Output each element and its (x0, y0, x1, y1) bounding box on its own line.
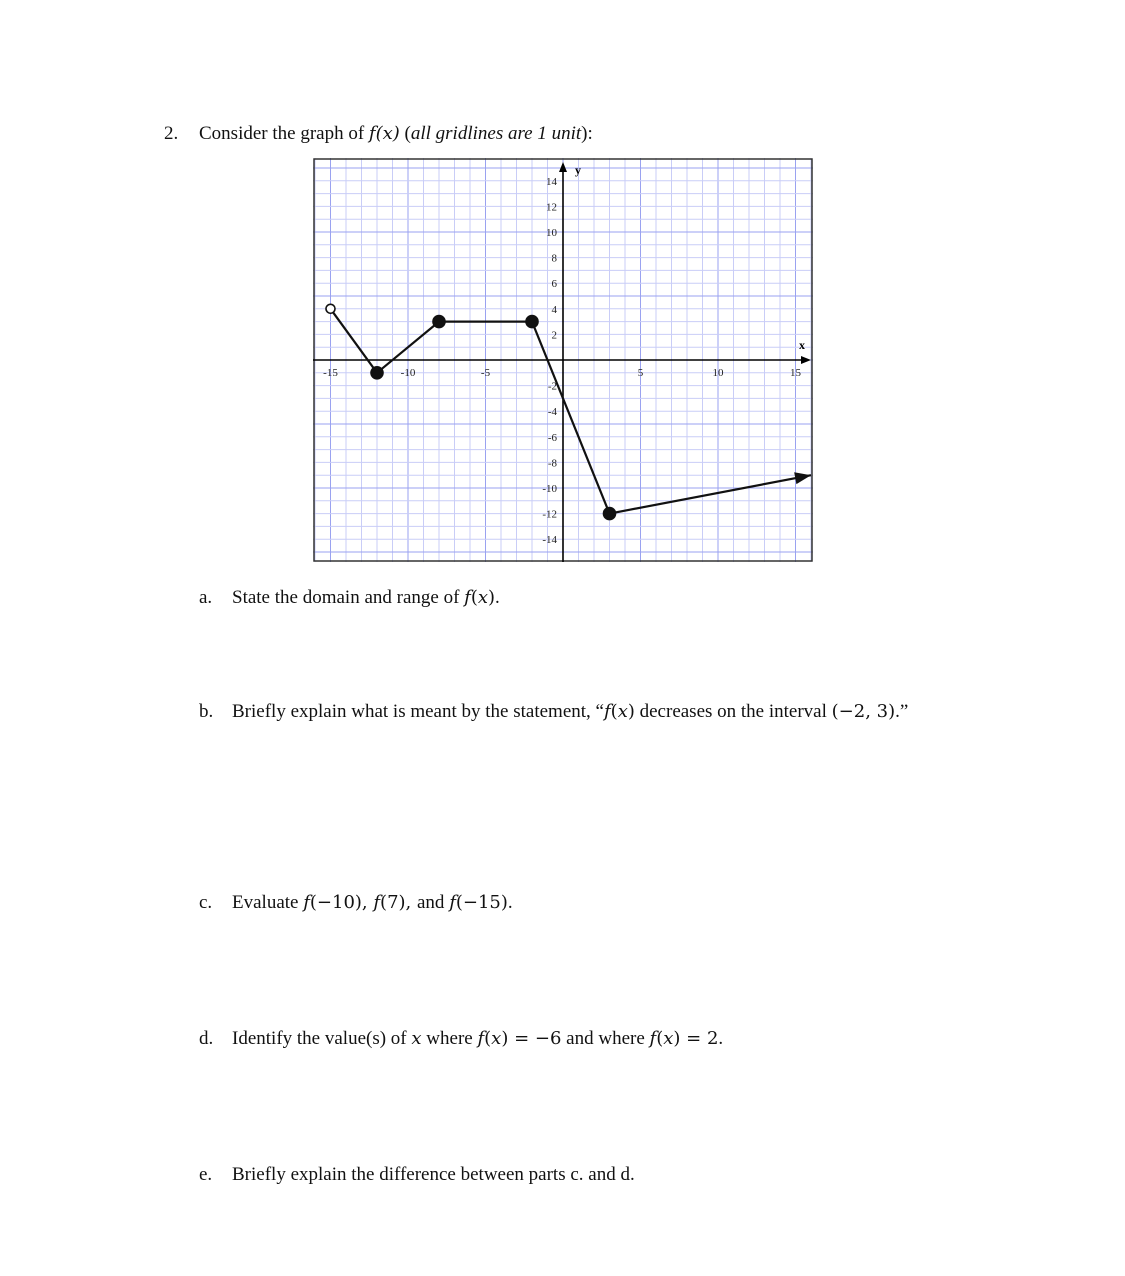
part-d-label: d. (199, 1028, 214, 1049)
text-run: f (373, 892, 381, 913)
y-tick-label: 10 (546, 227, 557, 239)
text-run: x (617, 701, 628, 722)
open-point-marker (326, 304, 335, 313)
text-run: f (464, 587, 471, 608)
text-run: (7), (380, 892, 417, 913)
text-run: State the domain and range of (232, 587, 465, 608)
text-run: (−15) (455, 892, 508, 913)
y-tick-label: 6 (551, 278, 557, 291)
part-c (199, 892, 513, 914)
y-tick-label: -2 (547, 380, 557, 393)
question-intro-end: ): (581, 123, 593, 144)
question-intro-func: f(x) (368, 123, 400, 144)
x-tick-label: -15 (323, 367, 338, 379)
text-run: f (649, 1028, 657, 1049)
curve-end-arrow (794, 472, 811, 484)
x-axis-arrow (801, 356, 811, 364)
closed-point-marker (371, 367, 383, 379)
part-e-label: e. (199, 1164, 213, 1185)
x-tick-label: 10 (712, 367, 724, 379)
y-tick-label: -4 (547, 406, 557, 419)
text-run: Briefly explain what is meant by the statement, “ (232, 701, 604, 722)
text-run: x (663, 1028, 674, 1049)
y-tick-label: -10 (542, 483, 557, 495)
text-run: ( (656, 1028, 664, 1049)
text-run: where (421, 1028, 478, 1049)
text-run: f (449, 892, 456, 913)
part-c-label: c. (199, 892, 213, 913)
y-tick-label: -12 (542, 508, 557, 521)
part-b-text (232, 701, 908, 722)
text-run: Briefly explain the difference between parts c. and d. (232, 1164, 635, 1185)
y-tick-label: 12 (546, 201, 557, 214)
text-run: . (718, 1028, 724, 1049)
question-intro-text: Consider the graph of (199, 123, 365, 144)
x-axis-label: x (799, 338, 805, 352)
closed-point-marker (433, 316, 445, 328)
part-b-label: b. (199, 701, 214, 722)
question-number: 2. (164, 123, 179, 144)
text-run: decreases on the interval (634, 701, 832, 722)
part-a-text (232, 587, 500, 608)
y-tick-label: -14 (542, 534, 557, 547)
y-tick-label: -6 (547, 431, 557, 444)
y-tick-label: 14 (546, 175, 557, 188)
part-b (199, 701, 908, 723)
part-e (199, 1164, 635, 1186)
text-run: . (495, 587, 500, 608)
part-e-text (232, 1164, 635, 1185)
closed-point-marker (604, 508, 616, 520)
part-a-label: a. (199, 587, 213, 608)
part-a (199, 587, 500, 609)
text-run: f (477, 1028, 485, 1049)
text-run: Identify the value(s) of (232, 1028, 412, 1049)
y-axis-arrow (559, 162, 567, 172)
text-run: and (417, 892, 450, 913)
question-header: 2. Consider the graph of f(x) (all gridlines are 1 unit): (164, 123, 593, 144)
part-d-text (232, 1028, 723, 1049)
text-run: ) = 2 (673, 1028, 719, 1049)
y-tick-label: 8 (551, 252, 557, 265)
text-run: x (477, 587, 489, 608)
text-run: f (603, 701, 611, 722)
text-run: ) (488, 587, 496, 608)
text-run: x (411, 1028, 422, 1049)
text-run: ( (470, 587, 478, 608)
text-run: ) (627, 701, 635, 722)
text-run: . (507, 892, 513, 913)
question-intro-note: all gridlines are 1 unit (410, 123, 582, 144)
y-tick-label: 2 (551, 329, 557, 342)
text-run: f (303, 892, 310, 913)
x-tick-label: 5 (637, 367, 644, 379)
y-tick-label: 4 (551, 303, 557, 316)
y-axis-label: y (575, 163, 581, 177)
x-tick-label: -5 (480, 367, 491, 379)
part-d (199, 1028, 723, 1050)
text-run: and where (561, 1028, 650, 1049)
text-run: ( (484, 1028, 492, 1049)
text-run: ( (610, 701, 618, 722)
text-run: (−10), (309, 892, 374, 913)
text-run: (−2, 3) (831, 701, 896, 722)
text-run: .” (895, 701, 909, 722)
y-tick-label: -8 (547, 457, 557, 470)
text-run: x (491, 1028, 502, 1049)
x-tick-label: -10 (400, 367, 416, 379)
closed-point-marker (526, 316, 538, 328)
function-graph (313, 158, 813, 562)
part-c-text (232, 892, 513, 913)
text-run: ) = −6 (501, 1028, 562, 1049)
text-run: Evaluate (232, 892, 304, 913)
x-tick-label: 15 (790, 367, 801, 379)
